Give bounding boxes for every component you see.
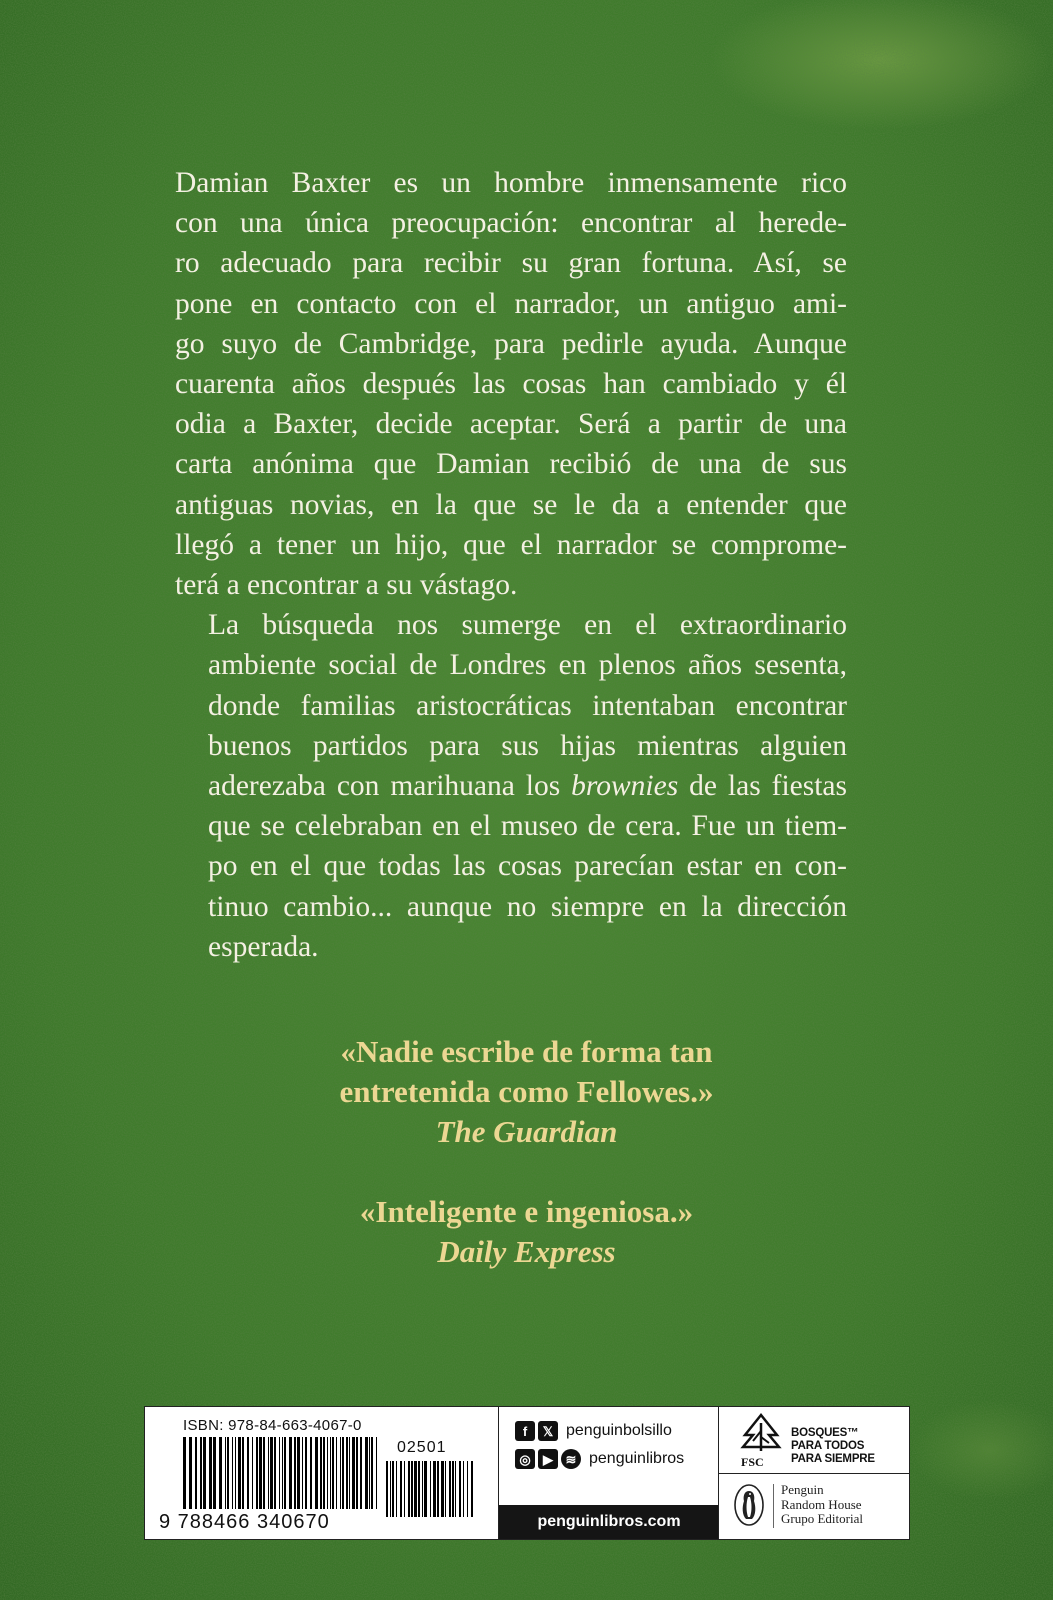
blurb-line: esperada. <box>208 930 319 963</box>
spotify-icon[interactable]: ≋ <box>561 1449 581 1469</box>
review-quotes <box>0 1032 1053 1312</box>
blurb-text <box>175 163 847 967</box>
fsc-slogan-line: BOSQUES™ <box>791 1427 859 1439</box>
fsc-tree-icon <box>739 1413 783 1453</box>
publisher-line: Random House <box>781 1496 862 1512</box>
blurb-line: llegó a tener un hijo, que el narrador se comprome- <box>175 528 847 561</box>
blurb-text-run: de las fiestas <box>678 770 847 803</box>
penguin-logo-icon <box>733 1483 765 1527</box>
website-link[interactable]: penguinlibros.com <box>499 1505 719 1539</box>
ean-barcode <box>183 1437 379 1509</box>
x-icon[interactable]: 𝕏 <box>538 1421 558 1441</box>
back-cover-info-box <box>144 1406 910 1540</box>
quote-line: entretenida como Fellowes.» <box>339 1074 714 1109</box>
isbn-label: ISBN: 978-84-663-4067-0 <box>183 1417 362 1434</box>
blurb-line: con una única preocupación: encontrar al herede- <box>175 207 847 240</box>
blurb-line: La búsqueda nos sumerge en el extraordinario <box>208 609 847 642</box>
blurb-line: odia a Baxter, decide aceptar. Será a partir de una <box>175 408 847 441</box>
blurb-line: tinuo cambio... aunque no siempre en la dirección <box>208 890 847 923</box>
blurb-line: carta anónima que Damian recibió de una de sus <box>175 448 847 481</box>
quote-line: «Nadie escribe de forma tan <box>340 1034 713 1069</box>
social-handle[interactable]: penguinlibros <box>589 1450 685 1467</box>
quote-line: «Inteligente e ingeniosa.» <box>359 1194 694 1229</box>
fsc-slogan-line: PARA TODOS <box>791 1440 865 1452</box>
fsc-label: FSC <box>741 1455 764 1469</box>
blurb-line: donde familias aristocráticas intentaban encontrar <box>208 689 847 722</box>
blurb-line: antiguas novias, en la que se le da a entender que <box>175 488 847 521</box>
blurb-line: Damian Baxter es un hombre inmensamente rico <box>175 167 847 199</box>
facebook-icon[interactable]: f <box>515 1421 535 1441</box>
blurb-line <box>175 766 847 806</box>
blurb-line: pone en contacto con el narrador, un antiguo ami- <box>175 287 847 320</box>
social-panel <box>498 1407 719 1539</box>
blurb-paragraph-1 <box>175 163 847 605</box>
fsc-slogan <box>791 1427 875 1466</box>
blurb-line: po en el que todas las cosas parecían estar en con- <box>208 850 847 883</box>
blurb-italic-word: brownies <box>571 770 679 803</box>
blurb-line: go suyo de Cambridge, para pedirle ayuda. Aunque <box>175 327 847 360</box>
youtube-icon[interactable]: ▶ <box>538 1449 558 1469</box>
quote-source: The Guardian <box>435 1114 618 1149</box>
publisher-name <box>781 1483 863 1527</box>
publisher-divider <box>773 1484 774 1528</box>
social-row-2 <box>515 1449 684 1469</box>
publisher-panel <box>718 1473 910 1539</box>
quote-source: Daily Express <box>437 1234 616 1269</box>
barcode-digits: 9 788466 340670 <box>159 1511 330 1533</box>
fsc-panel <box>718 1407 910 1474</box>
review-quote-express <box>0 1192 1053 1272</box>
addon-barcode <box>386 1461 476 1517</box>
instagram-icon[interactable]: ◎ <box>515 1449 535 1469</box>
publisher-line: Penguin <box>781 1482 824 1497</box>
publisher-line: Grupo Editorial <box>781 1511 863 1526</box>
fsc-slogan-line: PARA SIEMPRE <box>791 1453 875 1465</box>
blurb-line: terá a encontrar a su vástago. <box>175 569 518 602</box>
blurb-line: cuarenta años después las cosas han cambiado y él <box>175 368 847 401</box>
review-quote-guardian <box>0 1032 1053 1152</box>
blurb-line: buenos partidos para sus hijas mientras alguien <box>208 729 847 762</box>
blurb-line: ambiente social de Londres en plenos años sesenta, <box>208 649 847 682</box>
social-row-1 <box>515 1421 672 1441</box>
blurb-paragraph-2 <box>175 605 847 967</box>
blurb-text-run: aderezaba con marihuana los <box>208 770 572 803</box>
social-handle[interactable]: penguinbolsillo <box>566 1422 672 1439</box>
blurb-line: que se celebraban en el museo de cera. Fue un tiem- <box>208 810 847 843</box>
blurb-line: ro adecuado para recibir su gran fortuna. Así, se <box>175 247 847 280</box>
barcode-addon-number: 02501 <box>397 1439 447 1456</box>
barcode-panel <box>145 1407 498 1539</box>
